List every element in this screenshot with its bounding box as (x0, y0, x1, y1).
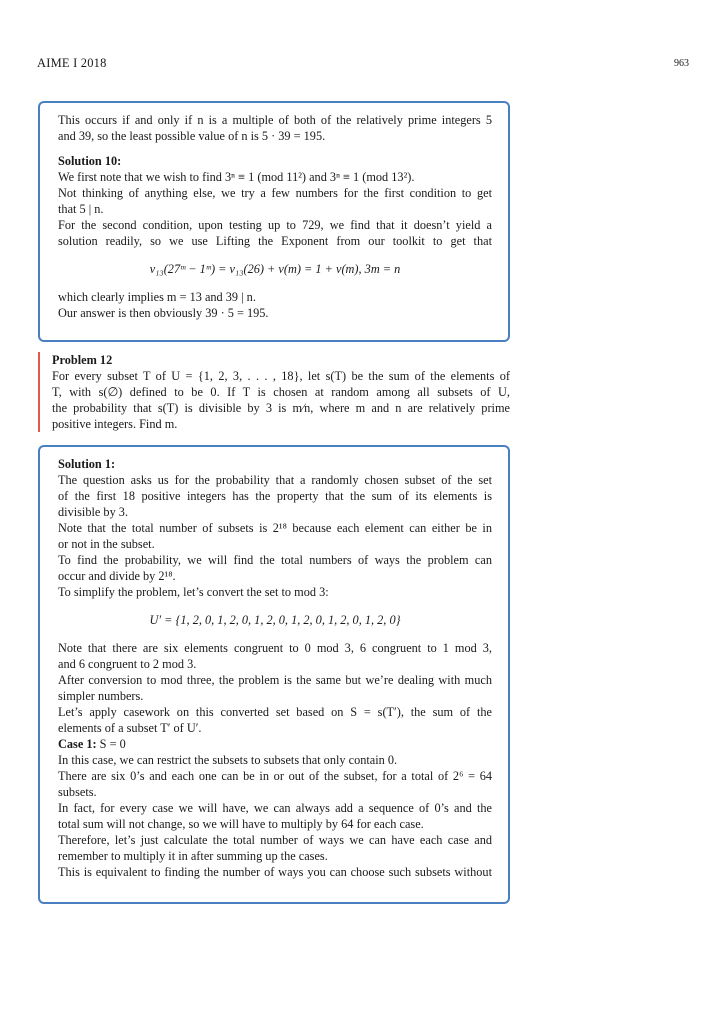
text-line: T, with s(∅) defined to be 0. If T is chosen at random among all subsets of U, (52, 385, 510, 399)
text-line: solution readily, so we use Lifting the Exponent from our toolkit to get that (58, 234, 492, 248)
case-1-condition: S = 0 (99, 737, 126, 751)
solution-box-continued (38, 101, 510, 342)
text-line: of the first 18 positive integers has the property that the sum of its elements is (58, 489, 492, 503)
text-line: Note that there are six elements congruent to 0 mod 3, 6 congruent to 1 mod 3, (58, 641, 492, 655)
text-line: total sum will not change, so we will have to multiply by 64 for each case. (58, 817, 424, 831)
text-line: occur and divide by 2¹⁸. (58, 569, 176, 583)
text-line: This is equivalent to finding the number of ways you can choose such subsets without (58, 865, 492, 879)
text-line: In this case, we can restrict the subsets to subsets that only contain 0. (58, 753, 398, 767)
text-line: Let’s apply casework on this converted set based on S = s(T′), the sum of the (58, 705, 492, 719)
text-line: Not thinking of anything else, we try a few numbers for the first condition to get (58, 186, 492, 200)
solution-1-title: Solution 1: (58, 457, 116, 471)
text-line: Our answer is then obviously 39 · 5 = 195. (58, 306, 269, 320)
page-number: 963 (674, 58, 689, 69)
text-line: For every subset T of U = {1, 2, 3, . . . , 18}, let s(T) be the sum of the elements of (52, 369, 510, 383)
text-line: remember to multiply it in after summing up the cases. (58, 849, 328, 863)
text-line: Therefore, let’s just calculate the total number of ways we can have each case and (58, 833, 492, 847)
text-line: There are six 0’s and each one can be in or out of the subset, for a total of 2⁶ = 64 (58, 769, 492, 783)
problem-12 (38, 352, 510, 432)
case-1-heading (58, 736, 492, 752)
text-line: that 5 | n. (58, 202, 104, 216)
equation-lte: v₁₃(27ᵐ − 1ᵐ) = v₁₃(26) + v(m) = 1 + v(m), 3m = n (149, 262, 401, 276)
text-line: or not in the subset. (58, 537, 155, 551)
text-line: This occurs if and only if n is a multiple of both of the relatively prime integers 5 (58, 113, 492, 127)
text-line: To find the probability, we will find the total numbers of ways the problem can (58, 553, 492, 567)
text-line: To simplify the problem, let’s convert the set to mod 3: (58, 585, 329, 599)
text-line: positive integers. Find m. (52, 417, 178, 431)
text-line: the probability that s(T) is divisible by 3 is m⁄n, where m and n are relatively prime (52, 401, 510, 415)
text-line: subsets. (58, 785, 97, 799)
case-1-title: Case 1: (58, 737, 97, 751)
text-line: simpler numbers. (58, 689, 144, 703)
text-line: elements of a subset T′ of U′. (58, 721, 202, 735)
text-line: We first note that we wish to find 3ⁿ ≡ 1 (mod 11²) and 3ⁿ ≡ 1 (mod 13²). (58, 170, 415, 184)
text-line: After conversion to mod three, the problem is the same but we’re dealing with much (58, 673, 492, 687)
running-header: AIME I 2018 (37, 56, 107, 70)
text-line: In fact, for every case we will have, we can always add a sequence of 0’s and the (58, 801, 492, 815)
solution-1-box (38, 445, 510, 904)
text-line: which clearly implies m = 13 and 39 | n. (58, 290, 256, 304)
equation-mod-set: U′ = {1, 2, 0, 1, 2, 0, 1, 2, 0, 1, 2, 0, 1, 2, 0, 1, 2, 0} (149, 613, 401, 627)
text-line: For the second condition, upon testing up to 729, we find that it doesn’t yield a (58, 218, 492, 232)
problem-title: Problem 12 (52, 353, 113, 367)
text-line: Note that the total number of subsets is 2¹⁸ because each element can either be in (58, 521, 492, 535)
solution-10-title: Solution 10: (58, 154, 122, 168)
text-line: and 6 congruent to 2 mod 3. (58, 657, 197, 671)
text-line: The question asks us for the probability that a randomly chosen subset of the set (58, 473, 492, 487)
text-line: divisible by 3. (58, 505, 129, 519)
text-line: and 39, so the least possible value of n is 5 · 39 = 195. (58, 129, 326, 143)
